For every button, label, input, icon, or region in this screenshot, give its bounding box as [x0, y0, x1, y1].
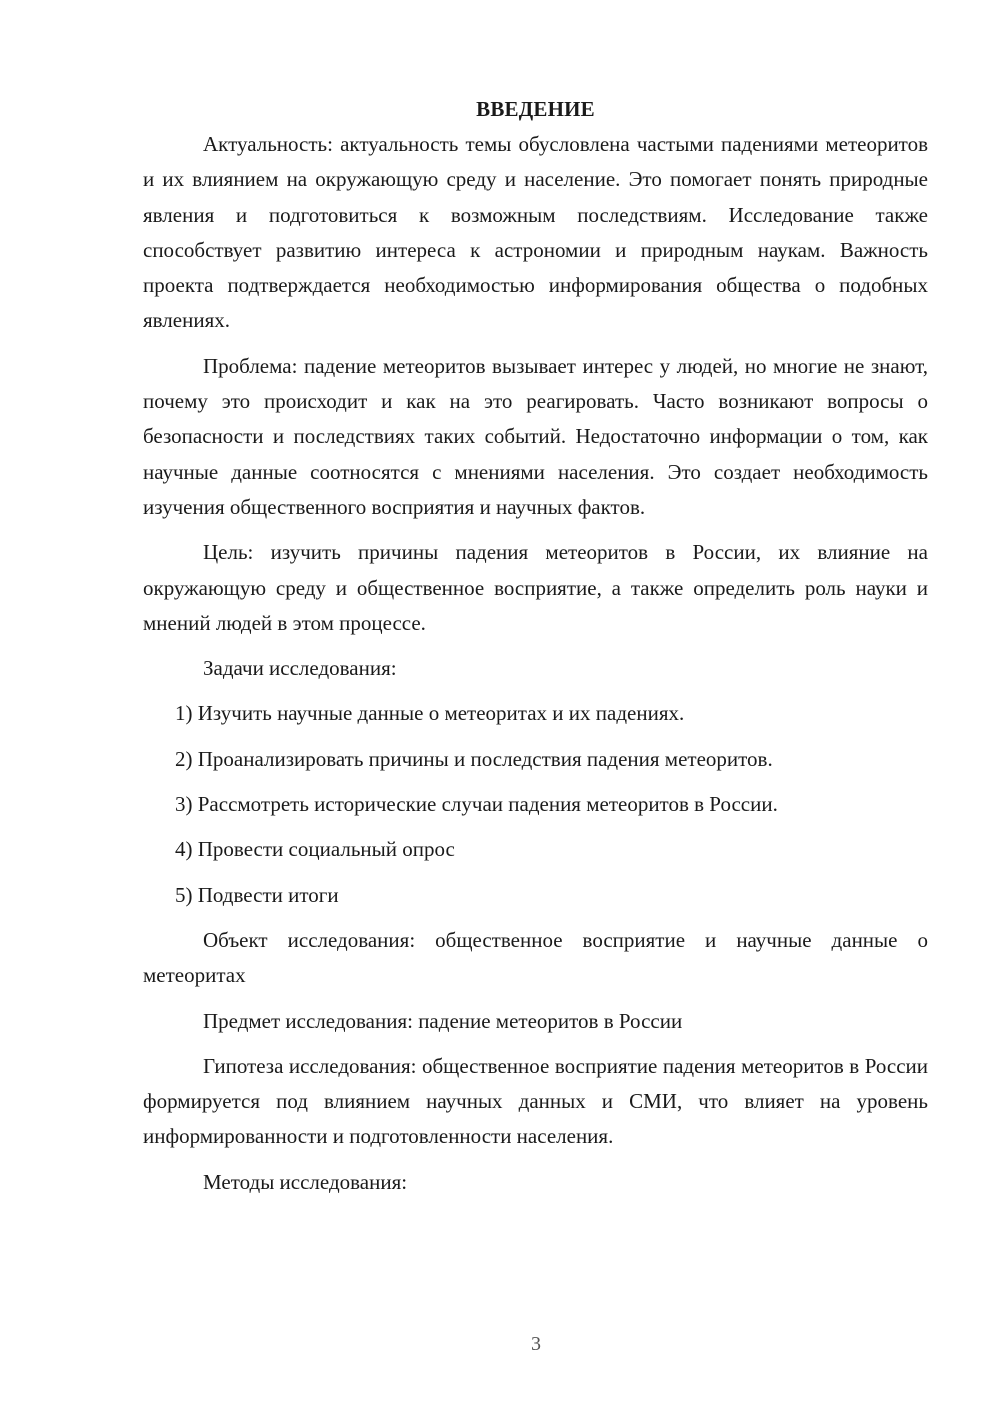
tasks-list: [143, 696, 928, 912]
hypothesis-paragraph: Гипотеза исследования: общественное восприятие падения метеоритов в России формируется под влиянием научных данных и СМИ, что влияет на уровень информированности и подготовленности населения.: [143, 1053, 928, 1149]
subject-paragraph: Предмет исследования: падение метеоритов в России: [203, 1008, 683, 1033]
task-item: 3) Рассмотреть исторические случаи падения метеоритов в России.: [175, 792, 778, 817]
page-number: 3: [531, 1333, 541, 1355]
relevance-paragraph: Актуальность: актуальность темы обусловлена частыми падениями метеоритов и их влиянием на окружающую среду и население. Это помогает понять природные явления и подготовиться к возможным последствиям. Исследование также способствует развитию интереса к астрономии и природным наукам. Важность проекта подтверждается необходимостью информирования общества о подобных явлениях.: [143, 132, 928, 333]
methods-heading: Методы исследования:: [203, 1169, 408, 1194]
problem-paragraph: Проблема: падение метеоритов вызывает интерес у людей, но многие не знают, почему это происходит и как на это реагировать. Часто возникают вопросы о безопасности и последствиях таких событий. Недостаточно информации о том, как научные данные соотносятся с мнениями населения. Это создает необходимость изучения общественного восприятия и научных фактов.: [143, 353, 928, 519]
tasks-heading: Задачи исследования:: [203, 656, 397, 681]
document-page: [143, 92, 928, 1210]
task-item: 4) Провести социальный опрос: [175, 837, 455, 862]
task-item: 1) Изучить научные данные о метеоритах и их падениях.: [175, 701, 685, 726]
object-paragraph: Объект исследования: общественное восприятие и научные данные о метеоритах: [143, 927, 928, 988]
goal-paragraph: Цель: изучить причины падения метеоритов в России, их влияние на окружающую среду и общественное восприятие, а также определить роль науки и мнений людей в этом процессе.: [143, 540, 928, 635]
task-item: 2) Проанализировать причины и последствия падения метеоритов.: [175, 746, 773, 771]
task-item: 5) Подвести итоги: [175, 882, 339, 907]
section-title: ВВЕДЕНИЕ: [476, 97, 595, 121]
